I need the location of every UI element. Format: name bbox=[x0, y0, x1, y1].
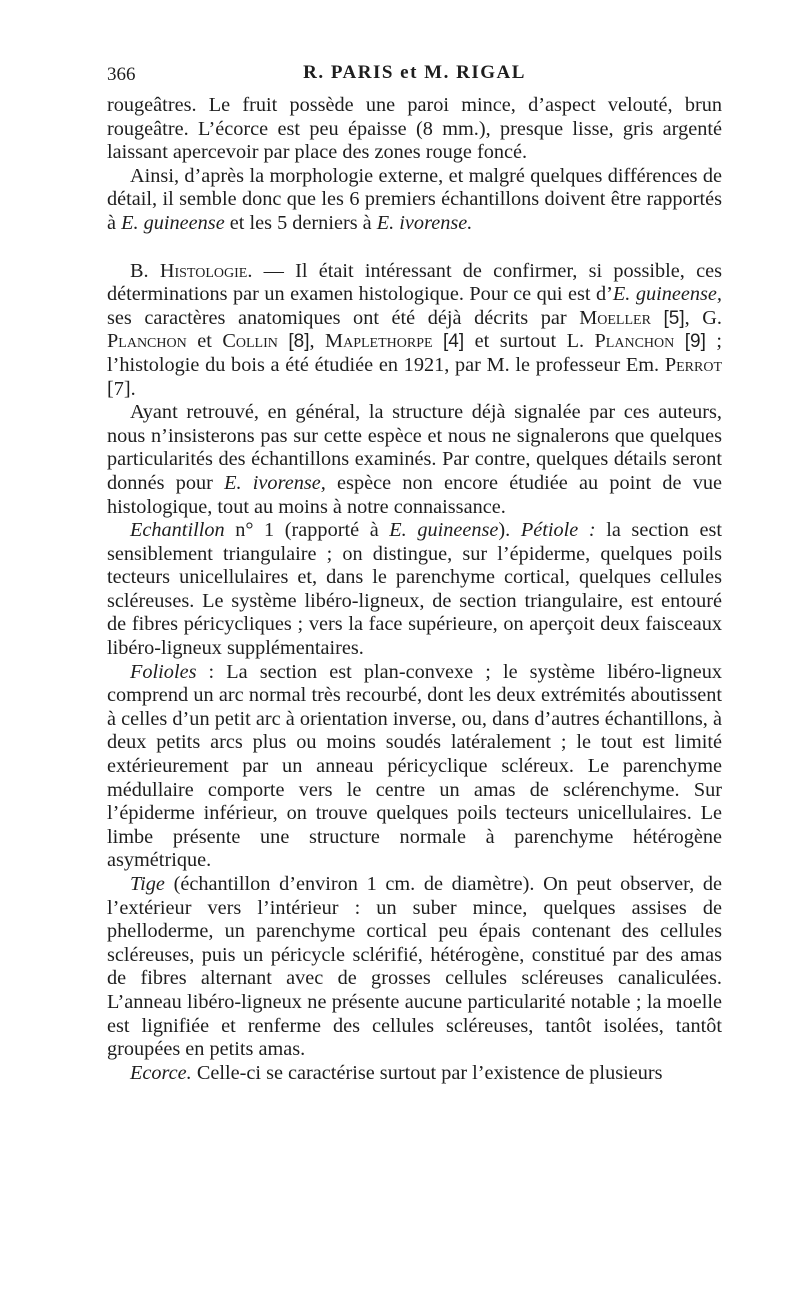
running-head: R. PARIS et M. RIGAL bbox=[303, 62, 526, 83]
italic-term: E. guineense bbox=[389, 519, 499, 542]
text-run: B. bbox=[130, 259, 160, 282]
italic-term: E. guineense, bbox=[612, 283, 722, 306]
text-run: Ayant retrouvé, en général, la structure déjà signalée par ces auteurs, nous n’insisterons pas sur cette espèce et nous ne signalerons que quelques particularités des échantillons examinés. Par contre, quelques détails seront donnés pour bbox=[107, 401, 722, 494]
page-number: 366 bbox=[107, 64, 136, 85]
text-run: (échantillon d’environ 1 cm. de diamètre). On peut observer, de l’extérieur vers l’intérieur : un suber mince, quelques assises de phelloderme, un parenchyme cortical peu épais contenant des cellules scléreuses, puis un péricycle sclérifié, hétérogène, constitué par des amas de fibres alternant avec de grosses cellules scléreuses canaliculées. L’anneau libéro-ligneux ne présente aucune particularité notable ; la moelle est lignifiée et renferme des cellules scléreuses, tantôt isolées, tantôt groupées en petits amas. bbox=[107, 873, 722, 1061]
text-run: : La section est plan-convexe ; le système libéro-ligneux comprend un arc normal très recourbé, dont les deux extrémités aboutissent à celles d’un petit arc à orientation inverse, ou, dans d’autres échantillons, à deux petits arcs plus ou moins soudés latéralement ; le tout est limité extérieurement par un anneau péricyclique scléreux. Le parenchyme médullaire comporte vers le centre un amas de sclérenchyme. Sur l’épiderme inférieur, on trouve quelques poils tecteurs unicellulaires. Le limbe présente une structure normale à parenchyme hétérogène asymétrique. bbox=[107, 660, 722, 872]
text-run: ). bbox=[498, 519, 521, 542]
italic-term: E. ivorense. bbox=[376, 211, 473, 234]
paragraph-p3 bbox=[107, 260, 722, 402]
small-caps-name: Collin bbox=[222, 330, 278, 353]
text-run: Ainsi, d’après la morphologie externe, et malgré quelques différences de détail, il semble donc que les 6 premiers échantillons doivent être rapportés à bbox=[107, 164, 722, 234]
italic-term: E. ivorense, bbox=[224, 471, 326, 494]
reference-number: [8] bbox=[288, 331, 310, 353]
text-run: la section est sensiblement triangulaire ; on distingue, sur l’épiderme, quelques poils tecteurs unicellulaires et, dans le parenchyme cortical, quelques cellules scléreuses. Le système libéro-ligneux, de section triangulaire, est entouré de fibres péricycliques ; vers la face supérieure, on aperçoit deux faisceaux libéro-ligneux supplémentaires. bbox=[107, 519, 722, 660]
italic-term: Echantillon bbox=[130, 519, 225, 542]
text-run: Celle-ci se caractérise surtout par l’existence de plusieurs bbox=[191, 1061, 663, 1084]
italic-term: Tige bbox=[130, 873, 165, 895]
text-run bbox=[278, 330, 289, 352]
text-run: et les 5 derniers à bbox=[224, 211, 377, 234]
reference-number: [5] bbox=[663, 307, 685, 329]
paragraph-p4 bbox=[107, 401, 722, 519]
italic-term: Pétiole : bbox=[520, 519, 596, 542]
italic-term: Ecorce. bbox=[130, 1061, 192, 1084]
reference-number: [9] bbox=[684, 331, 706, 353]
text-run: et bbox=[186, 330, 223, 353]
small-caps-name: Maplethorpe bbox=[325, 330, 433, 353]
small-caps-name: Perrot bbox=[664, 353, 722, 376]
italic-term: E. guineense bbox=[121, 211, 225, 234]
paragraph-p7 bbox=[107, 873, 722, 1062]
text-run bbox=[433, 330, 444, 352]
reference-number: [4] bbox=[443, 331, 465, 353]
paragraph-p2 bbox=[107, 165, 722, 236]
text-run: , G. bbox=[684, 306, 722, 329]
paragraph-p5 bbox=[107, 519, 722, 661]
small-caps-name: Planchon bbox=[107, 330, 187, 353]
text-run: , bbox=[309, 330, 326, 353]
text-run bbox=[651, 307, 664, 329]
paragraph-p8 bbox=[107, 1062, 722, 1086]
text-run: [7]. bbox=[107, 377, 136, 400]
paragraph-p6 bbox=[107, 661, 722, 873]
section-gap bbox=[107, 236, 722, 260]
italic-term: Folioles bbox=[130, 660, 197, 683]
small-caps-name: Moeller bbox=[579, 306, 651, 329]
paragraph-p1 bbox=[107, 94, 722, 165]
text-run: n° 1 (rapporté à bbox=[224, 519, 390, 542]
text-run: ses caractères anatomiques ont été déjà décrits par bbox=[107, 306, 580, 329]
text-run: ; l’histologie du bois a été étudiée en 1921, par M. le professeur Em. bbox=[107, 330, 723, 376]
small-caps-name: Histologie. bbox=[159, 259, 253, 282]
body-text bbox=[107, 94, 722, 1085]
text-run: rougeâtres. Le fruit possède une paroi mince, d’aspect velouté, brun rougeâtre. L’écorce est peu épaisse (8 mm.), presque lisse, gris argenté laissant apercevoir par place des zones rouge foncé. bbox=[107, 94, 722, 164]
text-run bbox=[674, 330, 685, 352]
text-run: espèce non encore étudiée au point de vue histologique, tout au moins à notre connaissance. bbox=[107, 471, 722, 518]
page-header bbox=[107, 62, 722, 88]
text-run: — Il était intéressant de confirmer, si possible, ces déterminations par un examen histologique. Pour ce qui est d’ bbox=[107, 259, 722, 306]
small-caps-name: Planchon bbox=[594, 330, 675, 353]
text-run: et surtout L. bbox=[464, 330, 595, 353]
